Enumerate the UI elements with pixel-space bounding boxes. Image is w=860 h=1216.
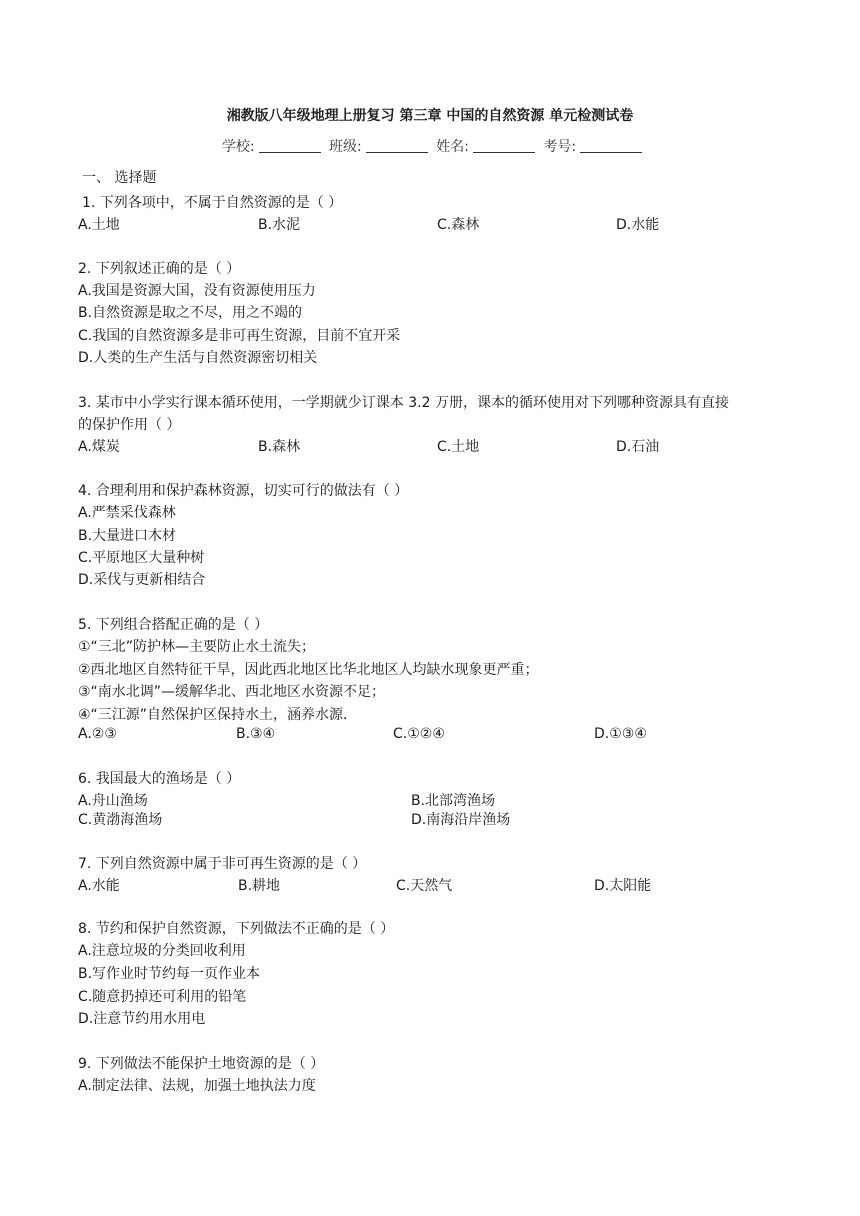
question-4-option-a: A.严禁采伐森林	[78, 505, 176, 521]
question-8-option-d: D.注意节约用水用电	[78, 1011, 206, 1027]
question-1-option-c: C.森林	[437, 217, 480, 233]
question-1-option-d: D.水能	[616, 217, 660, 233]
question-6-option-d: D.南海沿岸渔场	[411, 812, 511, 828]
question-6-stem: 6. 我国最大的渔场是（ ）	[78, 771, 241, 787]
question-4-option-c: C.平原地区大量种树	[78, 550, 205, 566]
question-7-option-b: B.耕地	[238, 878, 281, 894]
question-3-option-b: B.森林	[258, 439, 301, 455]
question-6-option-c: C.黄渤海渔场	[78, 812, 163, 828]
question-7-stem: 7. 下列自然资源中属于非可再生资源的是（ ）	[78, 856, 367, 872]
question-3-option-a: A.煤炭	[78, 439, 120, 455]
question-5-option-d: D.①③④	[594, 726, 647, 742]
section-heading: 一、 选择题	[82, 170, 157, 186]
question-8-stem: 8. 节约和保护自然资源，下列做法不正确的是（ ）	[78, 921, 395, 937]
school-blank	[259, 139, 321, 153]
question-1-option-a: A.土地	[78, 217, 120, 233]
question-3-option-c: C.土地	[437, 439, 480, 455]
question-5-item-3: ③“南水北调”—缓解华北、西北地区水资源不足；	[78, 684, 386, 700]
page-title: 湘教版八年级地理上册复习 第三章 中国的自然资源 单元检测试卷	[226, 108, 634, 124]
name-blank	[473, 139, 535, 153]
question-8-option-c: C.随意扔掉还可利用的铅笔	[78, 989, 247, 1005]
question-2-option-c: C.我国的自然资源多是非可再生资源，目前不宜开采	[78, 328, 401, 344]
question-8-option-a: A.注意垃圾的分类回收利用	[78, 943, 246, 959]
exam-no-blank	[580, 139, 642, 153]
question-1-stem: 1. 下列各项中，不属于自然资源的是（ ）	[82, 195, 343, 211]
question-6-option-b: B.北部湾渔场	[411, 793, 496, 809]
name-label: 姓名:	[436, 139, 469, 155]
school-label: 学校:	[221, 139, 255, 155]
question-5-item-4: ④“三江源”自然保护区保持水土，涵养水源．	[78, 707, 358, 723]
class-blank	[366, 139, 428, 153]
question-6-option-a: A.舟山渔场	[78, 793, 148, 809]
question-5-option-c: C.①②④	[393, 726, 445, 742]
question-4-option-b: B.大量进口木材	[78, 528, 177, 544]
question-5-item-1: ①“三北”防护林—主要防止水土流失；	[78, 639, 316, 655]
question-5-item-2: ②西北地区自然特征干旱，因此西北地区比华北地区人均缺水现象更严重；	[78, 662, 539, 678]
question-5-option-a: A.②③	[78, 726, 117, 742]
question-4-stem: 4. 合理利用和保护森林资源，切实可行的做法有（ ）	[78, 483, 409, 499]
question-4-option-d: D.采伐与更新相结合	[78, 572, 206, 588]
question-7-option-c: C.天然气	[396, 878, 453, 894]
class-label: 班级:	[329, 139, 362, 155]
question-2-option-b: B.自然资源是取之不尽，用之不竭的	[78, 305, 303, 321]
question-3-option-d: D.石油	[616, 439, 660, 455]
question-7-option-a: A.水能	[78, 878, 120, 894]
student-info-line	[0, 136, 860, 156]
question-2-stem: 2. 下列叙述正确的是（ ）	[78, 261, 241, 277]
exam-no-label: 考号:	[543, 139, 577, 155]
question-3-stem-line-2: 的保护作用（ ）	[78, 417, 181, 433]
question-1-option-b: B.水泥	[258, 217, 301, 233]
question-9-option-a: A.制定法律、法规，加强土地执法力度	[78, 1078, 316, 1094]
question-3-stem-line-1: 3. 某市中小学实行课本循环使用，一学期就少订课本 3.2 万册，课本的循环使用对下列哪种资源具有直接	[78, 395, 729, 411]
question-7-option-d: D.太阳能	[594, 878, 652, 894]
question-2-option-a: A.我国是资源大国，没有资源使用压力	[78, 283, 316, 299]
question-5-stem: 5. 下列组合搭配正确的是（ ）	[78, 617, 269, 633]
question-8-option-b: B.写作业时节约每一页作业本	[78, 966, 261, 982]
question-5-option-b: B.③④	[236, 726, 276, 742]
question-9-stem: 9. 下列做法不能保护土地资源的是（ ）	[78, 1056, 325, 1072]
question-2-option-d: D.人类的生产生活与自然资源密切相关	[78, 350, 318, 366]
